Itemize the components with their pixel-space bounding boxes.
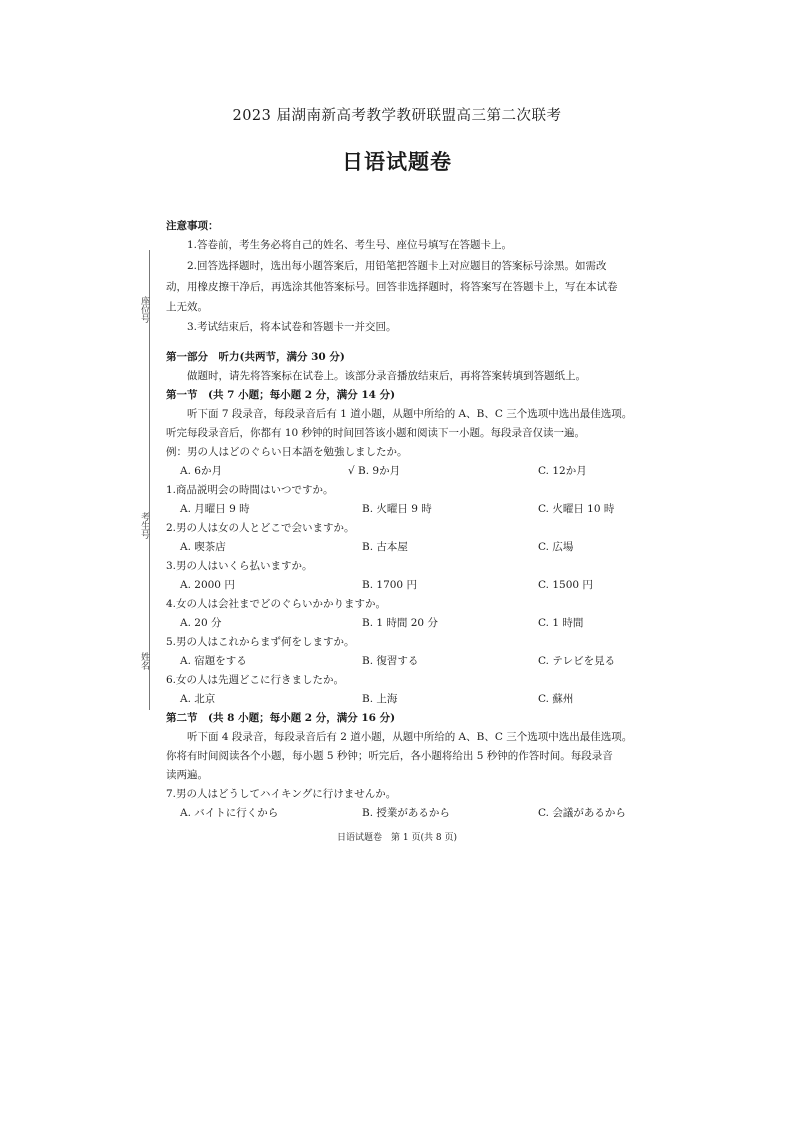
notice-item-2-end: 上无效。 xyxy=(166,301,208,313)
q5-option-c: C. テレビを見る xyxy=(538,655,616,667)
q7-option-b: B. 授業があるから xyxy=(362,807,450,819)
question-2: 2.男の人は女の人とどこで会いますか。 xyxy=(166,522,355,534)
q2-option-b: B. 古本屋 xyxy=(362,541,408,553)
q5-option-b: B. 復習する xyxy=(362,655,419,667)
example-option-c: C. 12か月 xyxy=(538,465,587,477)
section1-intro-2: 听完每段录音后，你都有 10 秒钟的时间回答该小题和阅读下一小题。每段录音仅读一遍。 xyxy=(166,427,586,439)
q7-option-c: C. 会議があるから xyxy=(538,807,626,819)
section2-heading: 第二节 (共 8 小题；每小题 2 分，满分 16 分) xyxy=(166,712,396,724)
q1-option-c: C. 火曜日 10 時 xyxy=(538,503,615,515)
q6-option-a: A. 北京 xyxy=(180,693,216,705)
question-1: 1.商品説明会の時間はいつですか。 xyxy=(166,484,334,496)
example-question: 例：男の人はどのぐらい日本語を勉強しましたか。 xyxy=(166,446,408,458)
notice-item-1: 1.答卷前，考生务必将自己的姓名、考生号、座位号填写在答题卡上。 xyxy=(187,239,513,251)
section2-intro-1: 听下面 4 段录音，每段录音后有 2 道小题，从题中所给的 A、B、C 三个选项中选出最佳选项。 xyxy=(187,731,633,743)
notice-item-3: 3.考试结束后，将本试卷和答题卡一并交回。 xyxy=(187,321,397,333)
side-label-student-id: 考生号 xyxy=(139,512,149,539)
q3-option-c: C. 1500 円 xyxy=(538,579,593,591)
q1-option-a: A. 月曜日 9 時 xyxy=(180,503,250,515)
q4-option-a: A. 20 分 xyxy=(180,617,222,629)
section2-intro-3: 读两遍。 xyxy=(166,769,208,781)
section2-intro-2: 你将有时间阅读各个小题，每小题 5 秒钟；听完后，各小题将给出 5 秒钟的作答时间。每段录音 xyxy=(166,750,613,762)
exam-title: 2023 届湖南新高考教学教研联盟高三第二次联考 xyxy=(232,108,562,124)
exam-subtitle: 日语试题卷 xyxy=(342,149,452,174)
q3-option-b: B. 1700 円 xyxy=(362,579,417,591)
part1-heading: 第一部分 听力(共两节，满分 30 分) xyxy=(166,351,345,363)
notice-heading: 注意事项： xyxy=(166,220,219,232)
q4-option-b: B. 1 時間 20 分 xyxy=(362,617,438,629)
side-label-name: 姓名 xyxy=(139,652,149,670)
q2-option-a: A. 喫茶店 xyxy=(180,541,226,553)
question-5: 5.男の人はこれからまず何をしますか。 xyxy=(166,636,355,648)
part1-intro: 做题时，请先将答案标在试卷上。该部分录音播放结束后，再将答案转填到答题纸上。 xyxy=(187,370,586,382)
example-option-b: B. 9か月 xyxy=(358,465,401,477)
question-4: 4.女の人は会社までどのぐらいかかりますか。 xyxy=(166,598,387,610)
notice-item-2-cont: 动，用橡皮擦干净后，再选涂其他答案标号。回答非选择题时，将答案写在答题卡上，写在本试卷 xyxy=(166,281,618,293)
q6-option-b: B. 上海 xyxy=(362,693,398,705)
question-6: 6.女の人は先週どこに行きましたか。 xyxy=(166,674,345,686)
q4-option-c: C. 1 時間 xyxy=(538,617,584,629)
q2-option-c: C. 広場 xyxy=(538,541,574,553)
side-label-seat: 座位号 xyxy=(139,296,149,323)
page-footer: 日语试题卷 第 1 页(共 8 页) xyxy=(337,833,457,843)
notice-item-2: 2.回答选择题时，选出每小题答案后，用铅笔把答题卡上对应题目的答案标号涂黑。如需改 xyxy=(187,260,607,272)
q3-option-a: A. 2000 円 xyxy=(180,579,235,591)
q5-option-a: A. 宿題をする xyxy=(180,655,247,667)
section1-heading: 第一节 (共 7 小题；每小题 2 分，满分 14 分) xyxy=(166,389,396,401)
example-check-mark: √ xyxy=(348,465,355,477)
question-7: 7.男の人はどうしてハイキングに行けませんか。 xyxy=(166,788,397,800)
q7-option-a: A. バイトに行くから xyxy=(180,807,279,819)
example-option-a: A. 6か月 xyxy=(180,465,222,477)
q6-option-c: C. 蘇州 xyxy=(538,693,574,705)
q1-option-b: B. 火曜日 9 時 xyxy=(362,503,432,515)
section1-intro-1: 听下面 7 段录音，每段录音后有 1 道小题，从题中所给的 A、B、C 三个选项中选出最佳选项。 xyxy=(187,408,633,420)
question-3: 3.男の人はいくら払いますか。 xyxy=(166,560,313,572)
